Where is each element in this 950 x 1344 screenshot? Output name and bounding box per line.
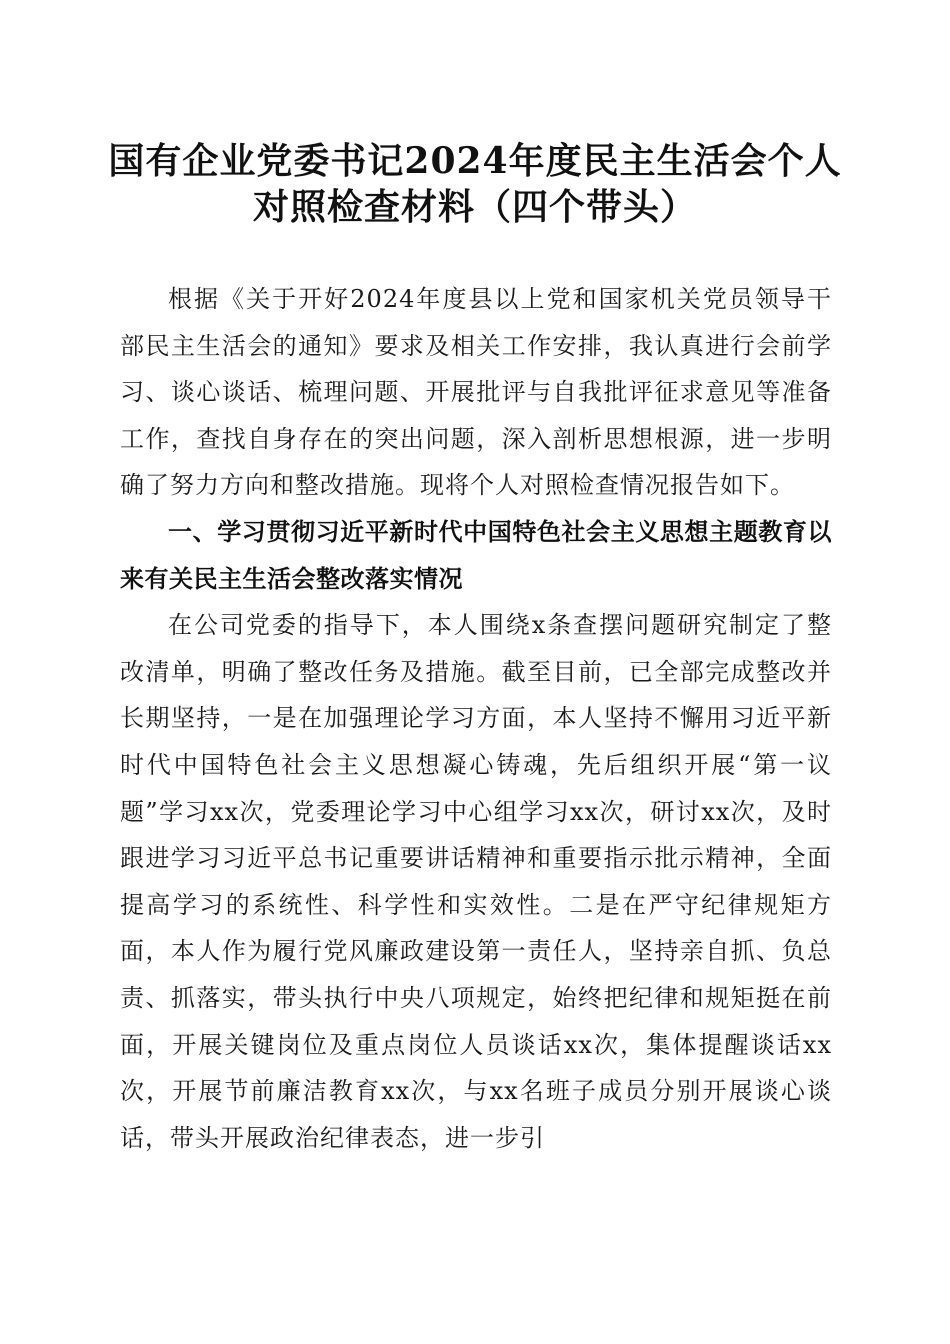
document-title — [100, 138, 850, 230]
intro-paragraph: 根据《关于开好2024年度县以上党和国家机关党员领导干部民主生活会的通知》要求及相关工作安排，我认真进行会前学习、谈心谈话、梳理问题、开展批评与自我批评征求意见等准备工作，查找自身存在的突出问题，深入剖析思想根源，进一步明确了努力方向和整改措施。现将个人对照检查情况报告如下。 — [120, 285, 832, 500]
document-body — [120, 276, 832, 1161]
title-line-2: 对照检查材料（四个带头） — [252, 186, 697, 228]
title-line-1: 国有企业党委书记2024年度民主生活会个人 — [108, 140, 842, 182]
section-heading-1: 一、学习贯彻习近平新时代中国特色社会主义思想主题教育以来有关民主生活会整改落实情况 — [120, 517, 832, 593]
section-1-paragraph: 在公司党委的指导下，本人围绕x条查摆问题研究制定了整改清单，明确了整改任务及措施。截至目前，已全部完成整改并长期坚持，一是在加强理论学习方面，本人坚持不懈用习近平新时代中国特色社会主义思想凝心铸魂，先后组织开展“第一议题”学习xx次，党委理论学习中心组学习xx次，研讨xx次，及时跟进学习习近平总书记重要讲话精神和重要指示批示精神，全面提高学习的系统性、科学性和实效性。二是在严守纪律规矩方面，本人作为履行党风廉政建设第一责任人，坚持亲自抓、负总责、抓落实，带头执行中央八项规定，始终把纪律和规矩挺在前面，开展关键岗位及重点岗位人员谈话xx次，集体提醒谈话xx次，开展节前廉洁教育xx次，与xx名班子成员分别开展谈心谈话，带头开展政治纪律表态，进一步引 — [120, 611, 832, 1152]
